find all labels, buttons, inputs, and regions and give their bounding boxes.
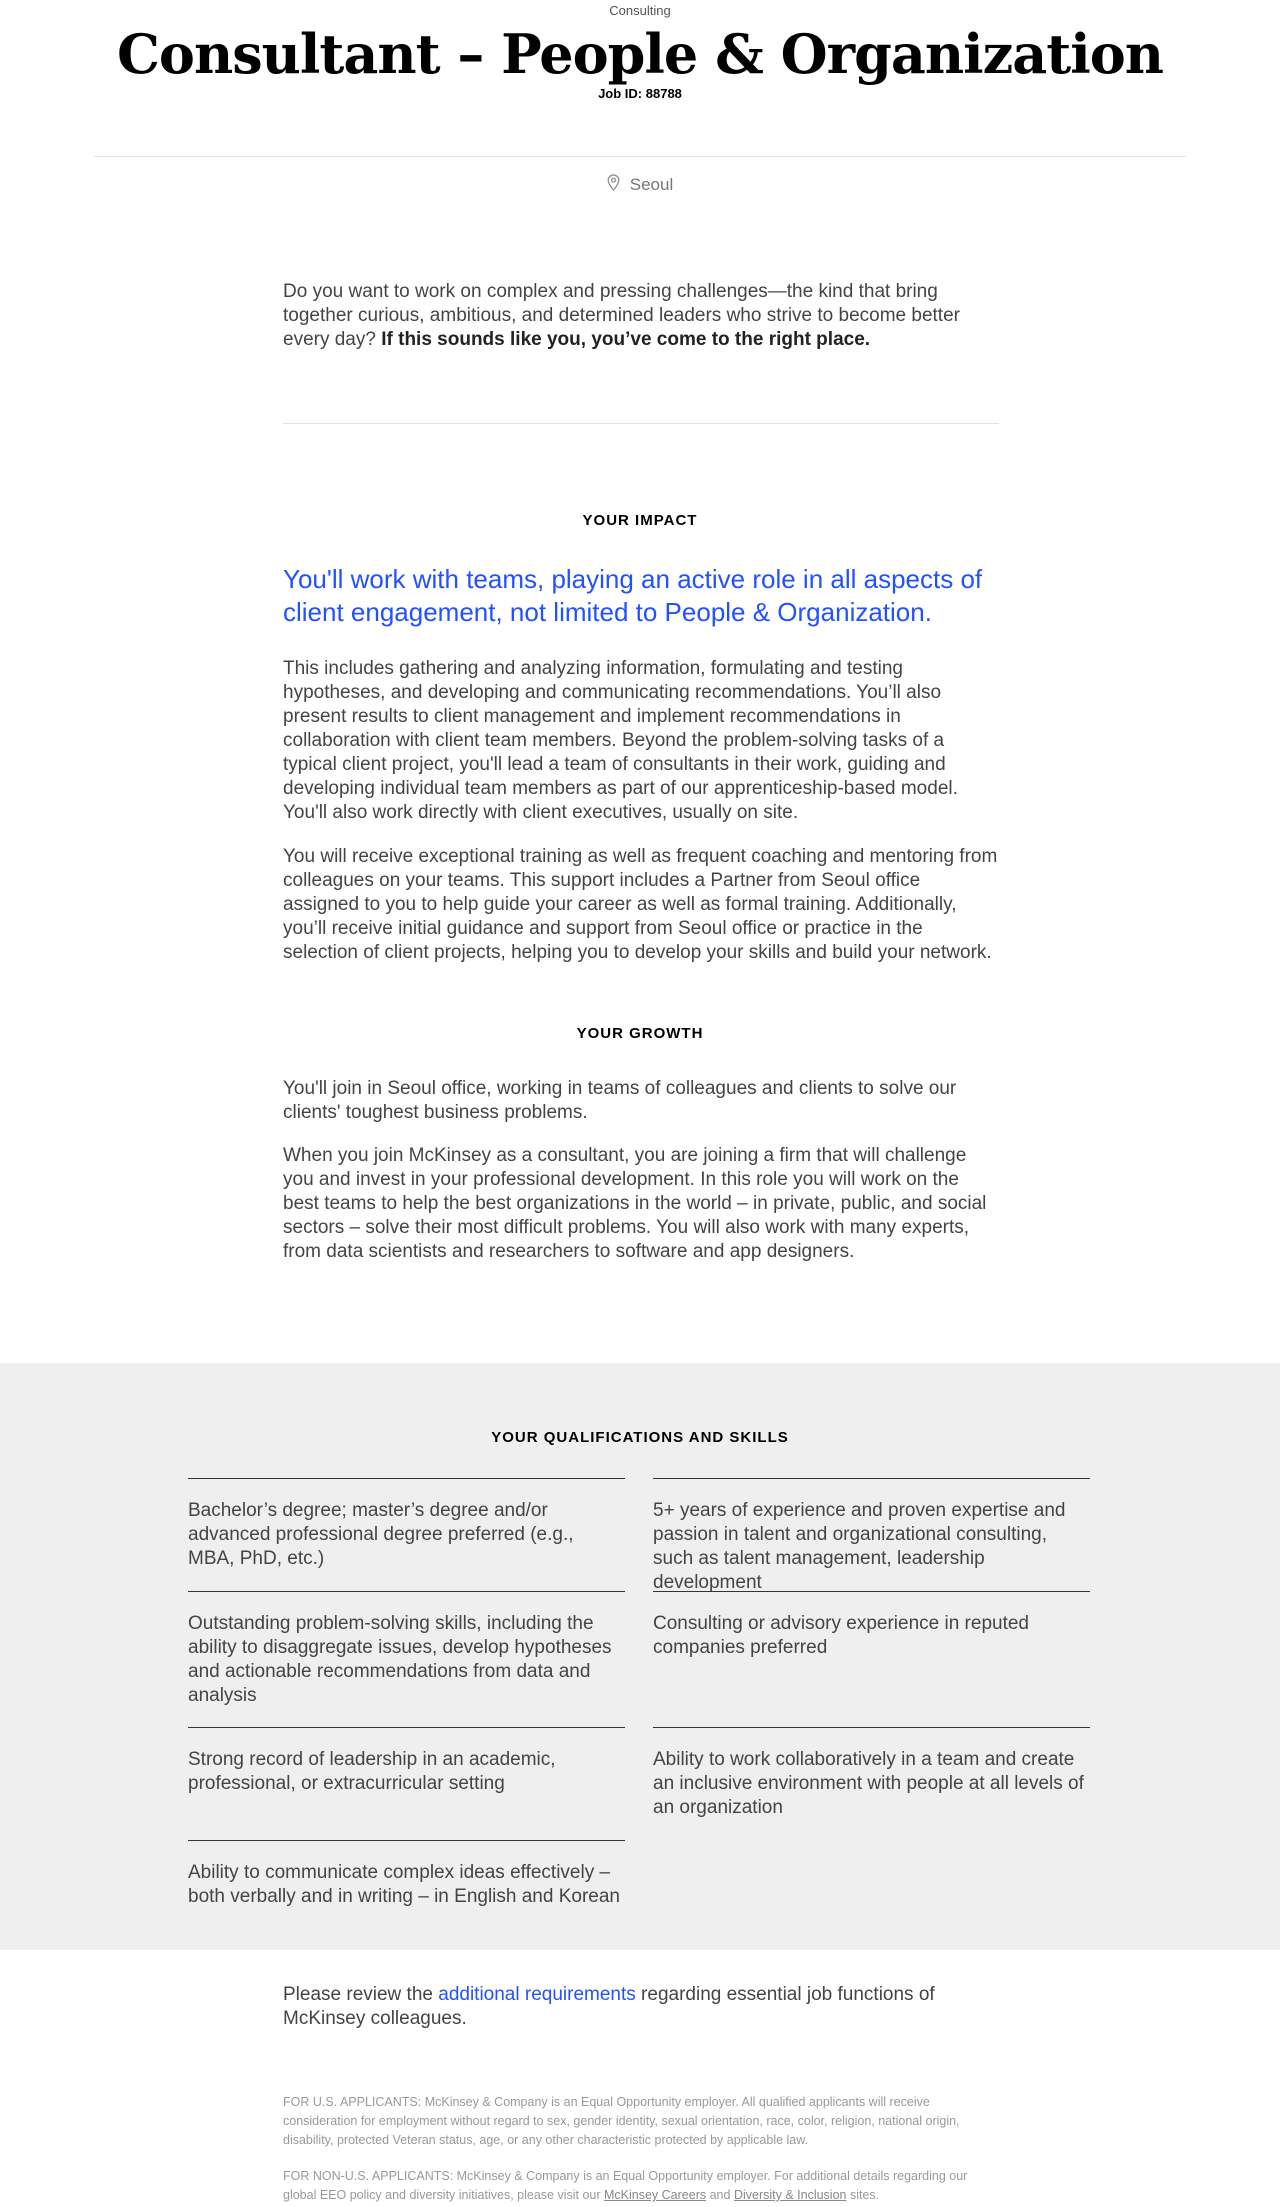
growth-heading: YOUR GROWTH — [576, 1025, 704, 1042]
qualification-item: Strong record of leadership in an academic, professional, or extracurricular setting — [188, 1727, 625, 1796]
intro-text: Do you want to work on complex and pressing challenges—the kind that bring together curious, ambitious, and determined leaders who strive to become better every day? — [283, 281, 960, 350]
location-label: Seoul — [629, 175, 674, 194]
growth-paragraph-1: You'll join in Seoul office, working in teams of colleagues and clients to solve our clients' toughest business problems. — [283, 1078, 957, 1123]
impact-paragraph-2: You will receive exceptional training as well as frequent coaching and mentoring from colleagues on your teams. This support includes a Partner from Seoul office assigned to you to help guide your career as well as formal training. Additionally, you’ll receive initial guidance and support from Seoul office or practice in the selection of client projects, helping you to develop your skills and build your network. — [283, 846, 998, 963]
review-prefix: Please review the — [283, 1984, 433, 2005]
additional-requirements-link[interactable]: additional requirements — [438, 1984, 636, 2005]
intro-bold-text: If this sounds like you, you’ve come to the right place. — [381, 329, 871, 350]
diversity-inclusion-link[interactable]: Diversity & Inclusion — [733, 2188, 847, 2202]
mckinsey-careers-link[interactable]: McKinsey Careers — [604, 2188, 707, 2202]
and-text: and — [709, 2188, 731, 2202]
impact-heading: YOUR IMPACT — [582, 512, 698, 529]
intro-divider — [283, 423, 999, 424]
qualification-item: Consulting or advisory experience in reputed companies preferred — [653, 1591, 1090, 1660]
non-us-eeo-statement — [283, 2167, 999, 2205]
intro-paragraph — [283, 280, 999, 352]
job-id — [0, 86, 1280, 101]
us-eeo-statement: FOR U.S. APPLICANTS: McKinsey & Company is an Equal Opportunity employer. All qualified applicants will receive consideration for employment without regard to sex, gender identity, sexual orientation, race, color, religion, national origin, disability, protected Veteran status, age, or any other characteristic protected by applicable law. — [283, 2095, 960, 2147]
job-category: Consulting — [609, 3, 671, 18]
job-location — [0, 174, 1280, 195]
review-suffix: regarding essential job functions of McKinsey colleagues. — [283, 1984, 935, 2029]
map-pin-icon — [607, 174, 620, 191]
sites-text: sites. — [849, 2188, 880, 2202]
header-divider — [94, 156, 1186, 157]
page-title: Consultant – People & Organization — [116, 22, 1164, 86]
qualification-item: 5+ years of experience and proven expertise and passion in talent and organizational consulting, such as talent management, leadership development — [653, 1478, 1090, 1595]
job-id-label: Job ID: — [598, 86, 643, 101]
growth-paragraph-2: When you join McKinsey as a consultant, you are joining a firm that will challenge you and invest in your professional development. In this role you will work on the best teams to help the best organizations in the world – in private, public, and social sectors – solve their most difficult problems. You will also work with many experts, from data scientists and researchers to software and app designers. — [283, 1145, 987, 1262]
impact-paragraph-1: This includes gathering and analyzing information, formulating and testing hypotheses, and developing and communicating recommendations. You’ll also present results to client management and implement recommendations in collaboration with client team members. Beyond the problem-solving tasks of a typical client project, you'll lead a team of consultants in their work, guiding and developing individual team members as part of our apprenticeship-based model. You'll also work directly with client executives, usually on site. — [283, 658, 958, 823]
qualifications-section — [0, 1363, 1280, 1950]
impact-lede: You'll work with teams, playing an active role in all aspects of client engagement, not limited to People & Organization. — [283, 564, 983, 627]
qualifications-heading: YOUR QUALIFICATIONS AND SKILLS — [491, 1429, 789, 1446]
qualification-item: Outstanding problem-solving skills, including the ability to disaggregate issues, develop hypotheses and actionable recommendations from data and analysis — [188, 1591, 625, 1708]
qualification-item: Ability to communicate complex ideas effectively – both verbally and in writing – in English and Korean — [188, 1840, 625, 1909]
non-us-eeo-text: FOR NON-U.S. APPLICANTS: McKinsey & Company is an Equal Opportunity employer. For additional details regarding our global EEO policy and diversity initiatives, please visit our — [283, 2169, 968, 2202]
additional-requirements-note — [283, 1983, 999, 2031]
job-id-value: 88788 — [645, 86, 682, 101]
qualification-item: Ability to work collaboratively in a team and create an inclusive environment with people at all levels of an organization — [653, 1727, 1090, 1820]
qualification-item: Bachelor’s degree; master’s degree and/or advanced professional degree preferred (e.g., MBA, PhD, etc.) — [188, 1478, 625, 1571]
